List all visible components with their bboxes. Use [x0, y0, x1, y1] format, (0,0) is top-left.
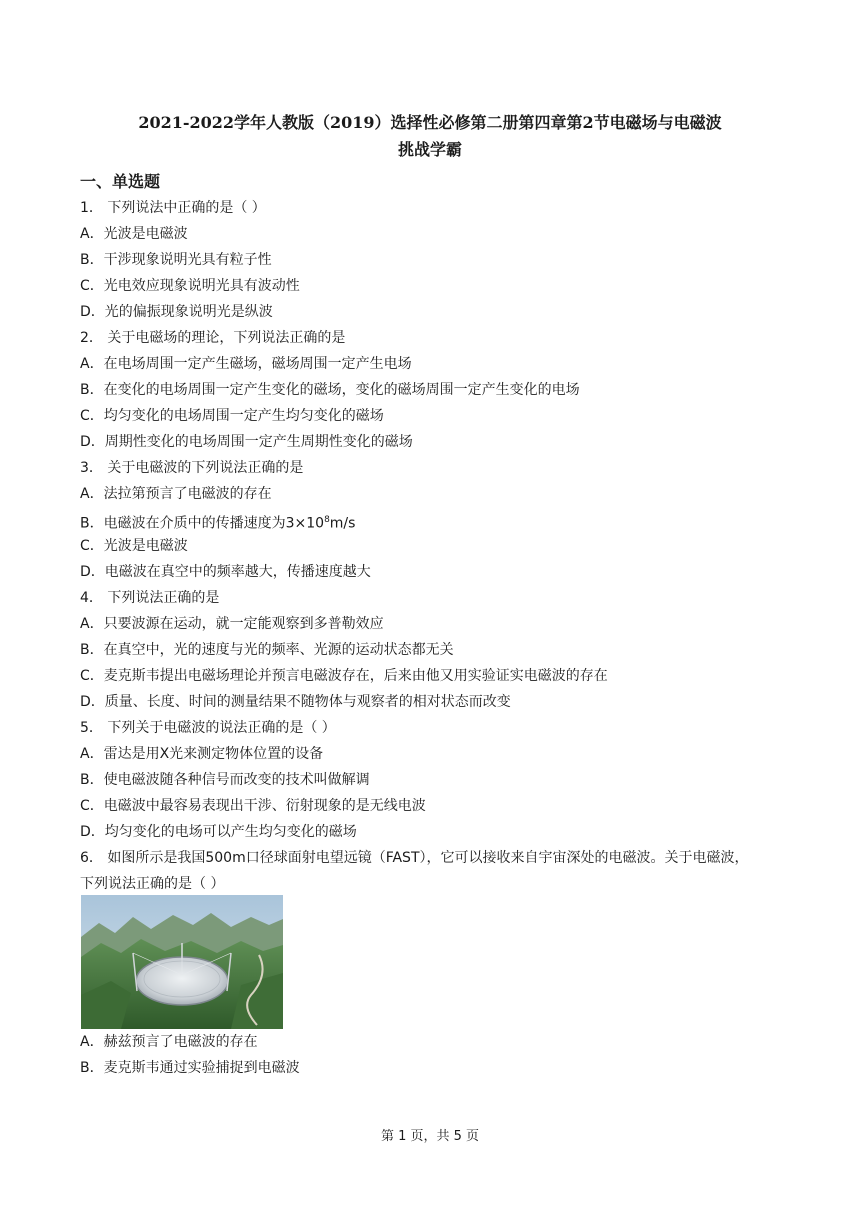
question-5-option-d: D．均匀变化的电场可以产生均匀变化的磁场	[80, 824, 357, 840]
question-4-option-a: A．只要波源在运动，就一定能观察到多普勒效应	[80, 616, 384, 632]
question-4-option-c: C．麦克斯韦提出电磁场理论并预言电磁波存在，后来由他又用实验证实电磁波的存在	[80, 668, 608, 684]
question-3-option-d: D．电磁波在真空中的频率越大，传播速度越大	[80, 564, 371, 580]
question-1-option-d: D．光的偏振现象说明光是纵波	[80, 304, 273, 320]
question-2-option-d: D．周期性变化的电场周围一定产生周期性变化的磁场	[80, 434, 413, 450]
speed-unit: m/s	[329, 515, 356, 532]
section-heading: 一、单选题	[80, 172, 161, 191]
option-b-text: B．电磁波在介质中的传播速度为3×10	[80, 515, 325, 532]
question-6-stem-continued: 下列说法正确的是（ ）	[80, 876, 225, 892]
fast-telescope-photo	[81, 895, 283, 1029]
document-title: 2021-2022学年人教版（2019）选择性必修第二册第四章第2节电磁场与电磁波	[138, 113, 722, 132]
document-subtitle: 挑战学霸	[397, 140, 462, 159]
question-1-option-b: B．干涉现象说明光具有粒子性	[80, 252, 272, 268]
question-5-option-b: B．使电磁波随各种信号而改变的技术叫做解调	[80, 772, 370, 788]
question-4-stem: 4． 下列说法正确的是	[80, 590, 220, 606]
question-1-option-a: A．光波是电磁波	[80, 226, 188, 242]
question-3-option-b	[80, 510, 355, 534]
question-4-option-d: D．质量、长度、时间的测量结果不随物体与观察者的相对状态而改变	[80, 694, 511, 710]
question-2-option-c: C．均匀变化的电场周围一定产生均匀变化的磁场	[80, 408, 384, 424]
question-2-stem: 2． 关于电磁场的理论，下列说法正确的是	[80, 330, 346, 346]
question-3-option-a: A．法拉第预言了电磁波的存在	[80, 486, 272, 502]
question-5-option-c: C．电磁波中最容易表现出干涉、衍射现象的是无线电波	[80, 798, 426, 814]
exponent: 8	[324, 515, 330, 525]
question-1-stem: 1． 下列说法中正确的是（ ）	[80, 200, 266, 216]
question-6-option-b: B．麦克斯韦通过实验捕捉到电磁波	[80, 1060, 300, 1076]
question-2-option-b: B．在变化的电场周围一定产生变化的磁场，变化的磁场周围一定产生变化的电场	[80, 382, 580, 398]
question-1-option-c: C．光电效应现象说明光具有波动性	[80, 278, 300, 294]
page-footer: 第 1 页，共 5 页	[380, 1129, 480, 1144]
question-4-option-b: B．在真空中，光的速度与光的频率、光源的运动状态都无关	[80, 642, 454, 658]
question-5-option-a: A．雷达是用X光来测定物体位置的设备	[80, 746, 324, 762]
question-5-stem: 5． 下列关于电磁波的说法正确的是（ ）	[80, 720, 336, 736]
question-3-option-c: C．光波是电磁波	[80, 538, 188, 554]
question-6-option-a: A．赫兹预言了电磁波的存在	[80, 1034, 258, 1050]
question-2-option-a: A．在电场周围一定产生磁场，磁场周围一定产生电场	[80, 356, 412, 372]
question-3-stem: 3． 关于电磁波的下列说法正确的是	[80, 460, 304, 476]
question-6-stem: 6． 如图所示是我国500m口径球面射电望远镜（FAST），它可以接收来自宇宙深处的电磁波。关于电磁波，	[80, 850, 749, 866]
